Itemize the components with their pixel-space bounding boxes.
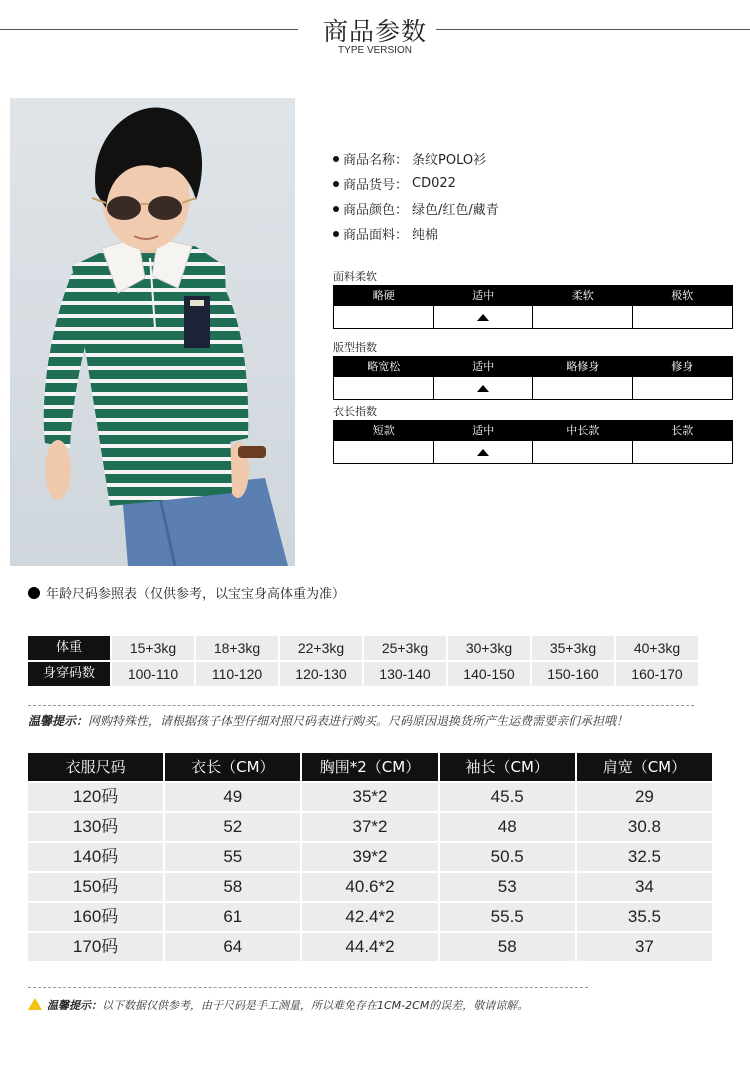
table-cell: 34 bbox=[577, 873, 712, 901]
triangle-up-icon bbox=[477, 449, 489, 456]
info-code-label: 商品货号： bbox=[343, 178, 409, 193]
table-cell: 49 bbox=[165, 783, 300, 811]
scale-cell bbox=[633, 377, 733, 399]
table-cell: 42.4*2 bbox=[302, 903, 437, 931]
scale-softness bbox=[333, 268, 733, 329]
table-row bbox=[28, 933, 712, 961]
column-header: 衣服尺码 bbox=[28, 753, 163, 781]
scale-cell-selected bbox=[434, 441, 534, 463]
info-name-row bbox=[333, 146, 499, 171]
table-cell: 37 bbox=[577, 933, 712, 961]
size-table bbox=[28, 753, 712, 963]
height-cell: 150-160 bbox=[532, 662, 614, 686]
scale-option: 略修身 bbox=[533, 357, 633, 377]
table-row bbox=[28, 903, 712, 931]
height-cell: 140-150 bbox=[448, 662, 530, 686]
tip-1 bbox=[28, 712, 628, 729]
table-row bbox=[28, 783, 712, 811]
table-cell: 53 bbox=[440, 873, 575, 901]
bullet-icon bbox=[333, 156, 339, 162]
info-color-label: 商品颜色： bbox=[343, 203, 409, 218]
tip-1-label: 温馨提示： bbox=[28, 714, 89, 728]
table-cell: 30.8 bbox=[577, 813, 712, 841]
tip-2-text: 以下数据仅供参考，由于尺码是手工测量，所以难免存在1CM-2CM的误差，敬请谅解。 bbox=[102, 999, 529, 1012]
height-cell: 160-170 bbox=[616, 662, 698, 686]
triangle-up-icon bbox=[477, 385, 489, 392]
info-fabric-value: 纯棉 bbox=[412, 228, 439, 243]
scale-cell bbox=[633, 441, 733, 463]
bullet-icon bbox=[333, 181, 339, 187]
weight-cell: 35+3kg bbox=[532, 636, 614, 660]
weight-cell: 30+3kg bbox=[448, 636, 530, 660]
page-title: 商品参数 bbox=[322, 17, 427, 46]
scale-option: 略宽松 bbox=[334, 357, 434, 377]
table-cell: 58 bbox=[165, 873, 300, 901]
table-cell: 160码 bbox=[28, 903, 163, 931]
table-cell: 170码 bbox=[28, 933, 163, 961]
scale-option: 柔软 bbox=[533, 286, 633, 306]
scale-length bbox=[333, 403, 733, 464]
scale-cell-selected bbox=[434, 377, 534, 399]
age-chart-title-text: 年龄尺码参照表（仅供参考，以宝宝身高体重为准） bbox=[46, 587, 346, 602]
table-cell: 64 bbox=[165, 933, 300, 961]
scale-option: 适中 bbox=[434, 421, 534, 441]
table-cell: 45.5 bbox=[440, 783, 575, 811]
table-cell: 39*2 bbox=[302, 843, 437, 871]
height-row bbox=[28, 662, 698, 686]
scale-option: 略硬 bbox=[334, 286, 434, 306]
info-code-row bbox=[333, 171, 499, 196]
tip-2 bbox=[28, 997, 528, 1013]
table-cell: 50.5 bbox=[440, 843, 575, 871]
height-cell: 130-140 bbox=[364, 662, 446, 686]
scale-grid bbox=[333, 285, 733, 329]
table-cell: 35*2 bbox=[302, 783, 437, 811]
scale-option: 修身 bbox=[633, 357, 733, 377]
scale-grid bbox=[333, 420, 733, 464]
scale-cell bbox=[533, 306, 633, 328]
column-header: 袖长（CM） bbox=[440, 753, 575, 781]
scale-cell bbox=[334, 377, 434, 399]
scale-grid bbox=[333, 356, 733, 400]
warning-icon bbox=[28, 998, 42, 1010]
scale-cell bbox=[334, 306, 434, 328]
info-name-value: 条纹POLO衫 bbox=[412, 153, 487, 168]
table-cell: 150码 bbox=[28, 873, 163, 901]
tip-1-text: 网购特殊性，请根据孩子体型仔细对照尺码表进行购买。尺码原因退换货所产生运费需要亲们承担哦！ bbox=[88, 714, 629, 728]
scale-fit bbox=[333, 339, 733, 400]
weight-cell: 18+3kg bbox=[196, 636, 278, 660]
scale-title: 版型指数 bbox=[333, 341, 377, 354]
table-cell: 58 bbox=[440, 933, 575, 961]
weight-cell: 25+3kg bbox=[364, 636, 446, 660]
bullet-icon bbox=[333, 231, 339, 237]
scale-title: 面料柔软 bbox=[333, 270, 377, 283]
height-cell: 110-120 bbox=[196, 662, 278, 686]
table-cell: 35.5 bbox=[577, 903, 712, 931]
table-cell: 48 bbox=[440, 813, 575, 841]
table-cell: 55 bbox=[165, 843, 300, 871]
table-cell: 32.5 bbox=[577, 843, 712, 871]
height-cell: 100-110 bbox=[112, 662, 194, 686]
column-header: 肩宽（CM） bbox=[577, 753, 712, 781]
table-cell: 29 bbox=[577, 783, 712, 811]
scale-cell bbox=[533, 441, 633, 463]
weight-cell: 40+3kg bbox=[616, 636, 698, 660]
divider-dashed bbox=[28, 705, 694, 706]
bullet-icon bbox=[333, 206, 339, 212]
size-table-header bbox=[28, 753, 712, 781]
info-fabric-row bbox=[333, 221, 499, 246]
table-cell: 130码 bbox=[28, 813, 163, 841]
weight-label: 体重 bbox=[28, 636, 110, 660]
info-name-label: 商品名称： bbox=[343, 153, 409, 168]
table-cell: 40.6*2 bbox=[302, 873, 437, 901]
scale-option: 短款 bbox=[334, 421, 434, 441]
age-size-table bbox=[28, 636, 698, 688]
age-chart-title bbox=[28, 583, 345, 602]
scale-cell bbox=[334, 441, 434, 463]
table-row bbox=[28, 813, 712, 841]
weight-cell: 15+3kg bbox=[112, 636, 194, 660]
scale-cell-selected bbox=[434, 306, 534, 328]
scale-option: 中长款 bbox=[533, 421, 633, 441]
weight-row bbox=[28, 636, 698, 660]
page-subtitle: TYPE VERSION bbox=[338, 45, 412, 56]
scale-title: 衣长指数 bbox=[333, 405, 377, 418]
column-header: 胸围*2（CM） bbox=[302, 753, 437, 781]
table-cell: 37*2 bbox=[302, 813, 437, 841]
table-cell: 55.5 bbox=[440, 903, 575, 931]
triangle-up-icon bbox=[477, 314, 489, 321]
info-color-value: 绿色/红色/藏青 bbox=[412, 203, 499, 218]
height-label: 身穿码数 bbox=[28, 662, 110, 686]
divider-dashed bbox=[28, 987, 588, 988]
table-cell: 61 bbox=[165, 903, 300, 931]
info-color-row bbox=[333, 196, 499, 221]
bullet-icon bbox=[28, 587, 40, 599]
table-cell: 140码 bbox=[28, 843, 163, 871]
table-cell: 44.4*2 bbox=[302, 933, 437, 961]
info-code-value: CD022 bbox=[412, 176, 456, 191]
height-cell: 120-130 bbox=[280, 662, 362, 686]
info-fabric-label: 商品面料： bbox=[343, 228, 409, 243]
scale-option: 适中 bbox=[434, 357, 534, 377]
scale-cell bbox=[533, 377, 633, 399]
table-row bbox=[28, 843, 712, 871]
product-info bbox=[333, 146, 499, 246]
scale-option: 长款 bbox=[633, 421, 733, 441]
weight-cell: 22+3kg bbox=[280, 636, 362, 660]
column-header: 衣长（CM） bbox=[165, 753, 300, 781]
scale-option: 极软 bbox=[633, 286, 733, 306]
table-row bbox=[28, 873, 712, 901]
table-cell: 120码 bbox=[28, 783, 163, 811]
scale-cell bbox=[633, 306, 733, 328]
scale-option: 适中 bbox=[434, 286, 534, 306]
product-photo bbox=[10, 98, 295, 566]
table-cell: 52 bbox=[165, 813, 300, 841]
tip-2-label: 温馨提示： bbox=[47, 999, 102, 1012]
